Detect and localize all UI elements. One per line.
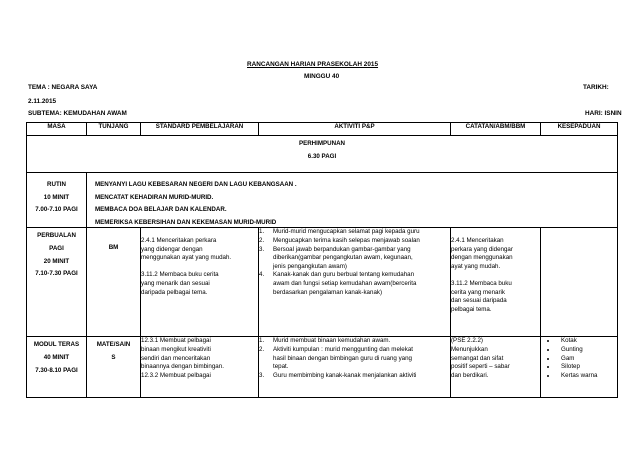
list-item: • Kertas warna (557, 372, 617, 381)
rutin-line: MEMERIKSA KEBERSIHAN DAN KEKEMASAN MURID-MURID (95, 218, 277, 226)
list-item: • Kotak (557, 337, 617, 346)
rutin-line: MENYANYI LAGU KEBESARAN NEGERI DAN LAGU KEBANGSAAN . (95, 181, 297, 188)
header-aktiviti: AKTIVITI P&P (259, 123, 451, 136)
modul-kesepaduan (541, 337, 618, 398)
standard-line: 3.11.2 Membaca buku cerita (141, 271, 219, 279)
header-kesepaduan: KESEPADUAN (541, 123, 618, 136)
aktiviti-item: 2. Aktiviti kumpulan : murid menggunting dan melekat hasil binaan dengan bimbingan guru di ruang yang tepat. (259, 345, 413, 371)
standard-line: 12.3.1 Membuat pelbagai (141, 337, 211, 345)
list-item: • Silotep (557, 363, 617, 372)
rutin-masa-time: 7.00-7.10 PAGI (35, 206, 78, 214)
perbualan-masa-duration: 20 MINIT (43, 257, 70, 265)
rutin-line: MENCATAT KEHADIRAN MURID-MURID. (95, 193, 214, 201)
header-masa: MASA (27, 123, 87, 136)
week-label: MINGGU 40 (304, 73, 340, 80)
list-item: • Gam (557, 355, 617, 364)
subtema-label: SUBTEMA: KEMUDAHAN AWAM (28, 110, 127, 117)
perbualan-masa-label2: PAGI (49, 244, 64, 252)
modul-tunjang-cont: S (111, 353, 116, 361)
standard-line: binaannya dengan bimbingan. (141, 363, 224, 371)
standard-line: 12.3.2 Membuat pelbagai (141, 371, 211, 379)
modul-catatan (451, 337, 541, 398)
catatan-line: semangat dan sifat (451, 354, 504, 362)
aktiviti-item: 3. Guru membimbing kanak-kanak menjalankan aktiviti (259, 371, 417, 379)
catatan-line: dengan menggunakan (451, 254, 513, 262)
standard-line: yang menarik dan sesuai (141, 279, 210, 287)
header-catatan: CATATAN/ABM/BBM (451, 123, 541, 136)
modul-aktiviti (259, 337, 451, 398)
modul-standard (141, 337, 259, 398)
catatan-line: cerita yang menarik (451, 288, 505, 296)
date-label: 2.11.2015 (28, 98, 57, 105)
catatan-line: positif seperti – sabar (451, 363, 510, 371)
modul-tunjang: MATE/SAIN (96, 341, 131, 349)
catatan-line: ayat yang mudah. (451, 262, 501, 270)
perbualan-row (27, 228, 618, 337)
hari-label: HARI: ISNIN (585, 110, 622, 117)
tema-label: TEMA : NEGARA SAYA (28, 84, 98, 91)
catatan-line: perkara yang didengar (451, 245, 513, 253)
perbualan-tunjang: BM (108, 244, 119, 252)
perbualan-aktiviti (259, 228, 451, 337)
header-standard: STANDARD PEMBELAJARAN (141, 123, 259, 136)
modul-row (27, 337, 618, 398)
perhimpunan-time: 6.30 PAGI (307, 152, 337, 160)
perbualan-masa-time: 7.10-7.30 PAGI (35, 270, 78, 278)
document-title: RANCANGAN HARIAN PRASEKOLAH 2015 (247, 61, 379, 68)
rutin-masa-duration: 10 MINIT (43, 193, 70, 201)
list-item: • Gunting (557, 346, 617, 355)
standard-line: 2.4.1 Menceritakan perkara (141, 236, 217, 244)
modul-masa-duration: 40 MINIT (43, 353, 70, 361)
tarikh-label: TARIKH: (583, 84, 609, 91)
catatan-line: 3.11.2 Membaca buku (451, 279, 512, 287)
aktiviti-item: 1. Murid-murid mengucapkan selamat pagi kepada guru (259, 228, 420, 236)
modul-masa-label: MODUL TERAS (33, 341, 80, 349)
rutin-row (27, 173, 618, 228)
aktiviti-item: 2. Mengucapkan terima kasih selepas menjawab soalan (259, 236, 420, 244)
catatan-line: pelbagai tema. (451, 305, 492, 313)
catatan-line: dan berdikari. (451, 371, 489, 379)
aktiviti-item: 4. Kanak-kanak dan guru berbual tentang kemudahan awam dan fungsi setiap kemudahan awam(bercerita berdasarkan pengalaman kanak-kanak) (259, 271, 417, 296)
standard-line: sendiri dan menceritakan (141, 354, 211, 362)
aktiviti-item: 3. Bersoal jawab berpandukan gambar-gambar yang diberikan(gambar pengangkutan awam, kegunaan, jenis pengangkutan awam) (259, 245, 413, 270)
rutin-masa-label: RUTIN (47, 181, 66, 188)
lesson-table (26, 122, 618, 398)
aktiviti-item: 1. Murid membuat binaan kemudahan awam. (259, 337, 391, 345)
standard-line: yang didengar dengan (141, 245, 203, 253)
catatan-line: (PSE 2.2.2) (451, 337, 483, 345)
table-header-row (27, 123, 618, 136)
perbualan-standard (141, 228, 259, 337)
standard-line: daripada pelbagai tema. (141, 288, 208, 296)
catatan-line: 2.4.1 Menceritakan (451, 236, 504, 244)
modul-masa-time: 7.30-8.10 PAGI (35, 366, 78, 374)
perbualan-catatan (451, 228, 541, 337)
perbualan-kesepaduan (541, 228, 618, 337)
catatan-line: dan sesuai daripada (451, 297, 507, 305)
standard-line: menggunakan ayat yang mudah. (141, 254, 232, 262)
perbualan-masa-label: PERBUALAN (37, 232, 76, 240)
perhimpunan-title: PERHIMPUNAN (298, 140, 346, 147)
header-tunjang: TUNJANG (87, 123, 141, 136)
kesepaduan-list (541, 337, 617, 380)
catatan-line: Menunjukkan (451, 345, 488, 353)
perhimpunan-row (27, 136, 618, 173)
rutin-line: MEMBACA DOA BELAJAR DAN KALENDAR. (95, 206, 227, 214)
standard-line: binaan mengikut kreativiti (141, 345, 211, 353)
